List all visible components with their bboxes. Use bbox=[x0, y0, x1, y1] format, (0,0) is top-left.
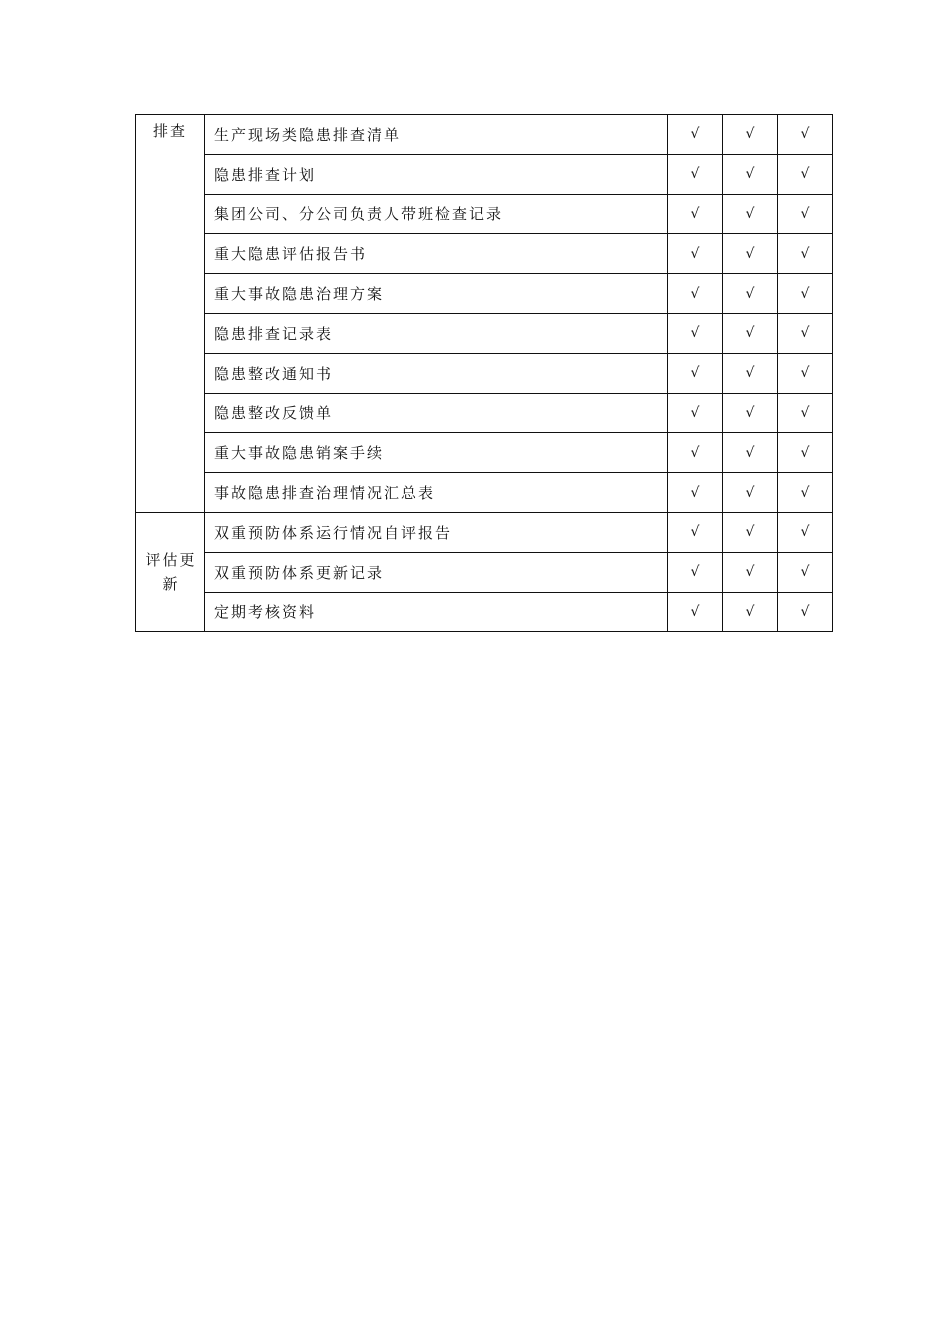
item-name: 隐患排查记录表 bbox=[205, 313, 668, 353]
check-mark: √ bbox=[723, 115, 778, 155]
table-row bbox=[136, 353, 833, 393]
item-name: 双重预防体系运行情况自评报告 bbox=[205, 512, 668, 552]
check-mark: √ bbox=[778, 115, 833, 155]
item-name: 双重预防体系更新记录 bbox=[205, 552, 668, 592]
item-name: 隐患整改反馈单 bbox=[205, 393, 668, 433]
table-row bbox=[136, 274, 833, 314]
item-name: 定期考核资料 bbox=[205, 592, 668, 632]
check-mark: √ bbox=[723, 234, 778, 274]
check-mark: √ bbox=[668, 115, 723, 155]
table-row bbox=[136, 552, 833, 592]
table-row bbox=[136, 313, 833, 353]
item-name: 隐患整改通知书 bbox=[205, 353, 668, 393]
check-mark: √ bbox=[778, 313, 833, 353]
table-row bbox=[136, 592, 833, 632]
check-mark: √ bbox=[668, 274, 723, 314]
check-mark: √ bbox=[723, 353, 778, 393]
check-mark: √ bbox=[668, 313, 723, 353]
check-mark: √ bbox=[778, 154, 833, 194]
table-row bbox=[136, 234, 833, 274]
check-mark: √ bbox=[723, 512, 778, 552]
check-mark: √ bbox=[723, 592, 778, 632]
item-name: 重大隐患评估报告书 bbox=[205, 234, 668, 274]
check-mark: √ bbox=[668, 433, 723, 473]
check-mark: √ bbox=[668, 393, 723, 433]
table-row bbox=[136, 115, 833, 155]
checklist-body bbox=[136, 115, 833, 632]
check-mark: √ bbox=[723, 313, 778, 353]
check-mark: √ bbox=[723, 552, 778, 592]
item-name: 事故隐患排查治理情况汇总表 bbox=[205, 473, 668, 513]
check-mark: √ bbox=[778, 234, 833, 274]
check-mark: √ bbox=[778, 592, 833, 632]
check-mark: √ bbox=[778, 433, 833, 473]
item-name: 重大事故隐患销案手续 bbox=[205, 433, 668, 473]
category-cell-evaluation-update: 评估更新 bbox=[136, 512, 205, 631]
check-mark: √ bbox=[778, 353, 833, 393]
item-name: 重大事故隐患治理方案 bbox=[205, 274, 668, 314]
check-mark: √ bbox=[778, 473, 833, 513]
table-row bbox=[136, 393, 833, 433]
item-name: 生产现场类隐患排查清单 bbox=[205, 115, 668, 155]
check-mark: √ bbox=[778, 393, 833, 433]
check-mark: √ bbox=[723, 194, 778, 234]
table-row bbox=[136, 512, 833, 552]
check-mark: √ bbox=[723, 274, 778, 314]
check-mark: √ bbox=[778, 512, 833, 552]
check-mark: √ bbox=[668, 473, 723, 513]
item-name: 集团公司、分公司负责人带班检查记录 bbox=[205, 194, 668, 234]
check-mark: √ bbox=[668, 353, 723, 393]
check-mark: √ bbox=[723, 433, 778, 473]
table-row bbox=[136, 433, 833, 473]
check-mark: √ bbox=[668, 154, 723, 194]
table-row bbox=[136, 154, 833, 194]
check-mark: √ bbox=[778, 194, 833, 234]
table-row bbox=[136, 194, 833, 234]
check-mark: √ bbox=[723, 154, 778, 194]
item-name: 隐患排查计划 bbox=[205, 154, 668, 194]
check-mark: √ bbox=[668, 194, 723, 234]
check-mark: √ bbox=[723, 393, 778, 433]
document-checklist-table bbox=[135, 114, 833, 632]
check-mark: √ bbox=[668, 512, 723, 552]
check-mark: √ bbox=[668, 552, 723, 592]
check-mark: √ bbox=[668, 592, 723, 632]
check-mark: √ bbox=[778, 274, 833, 314]
check-mark: √ bbox=[723, 473, 778, 513]
table-row bbox=[136, 473, 833, 513]
check-mark: √ bbox=[668, 234, 723, 274]
check-mark: √ bbox=[778, 552, 833, 592]
category-cell-screening: 排查 bbox=[136, 115, 205, 513]
